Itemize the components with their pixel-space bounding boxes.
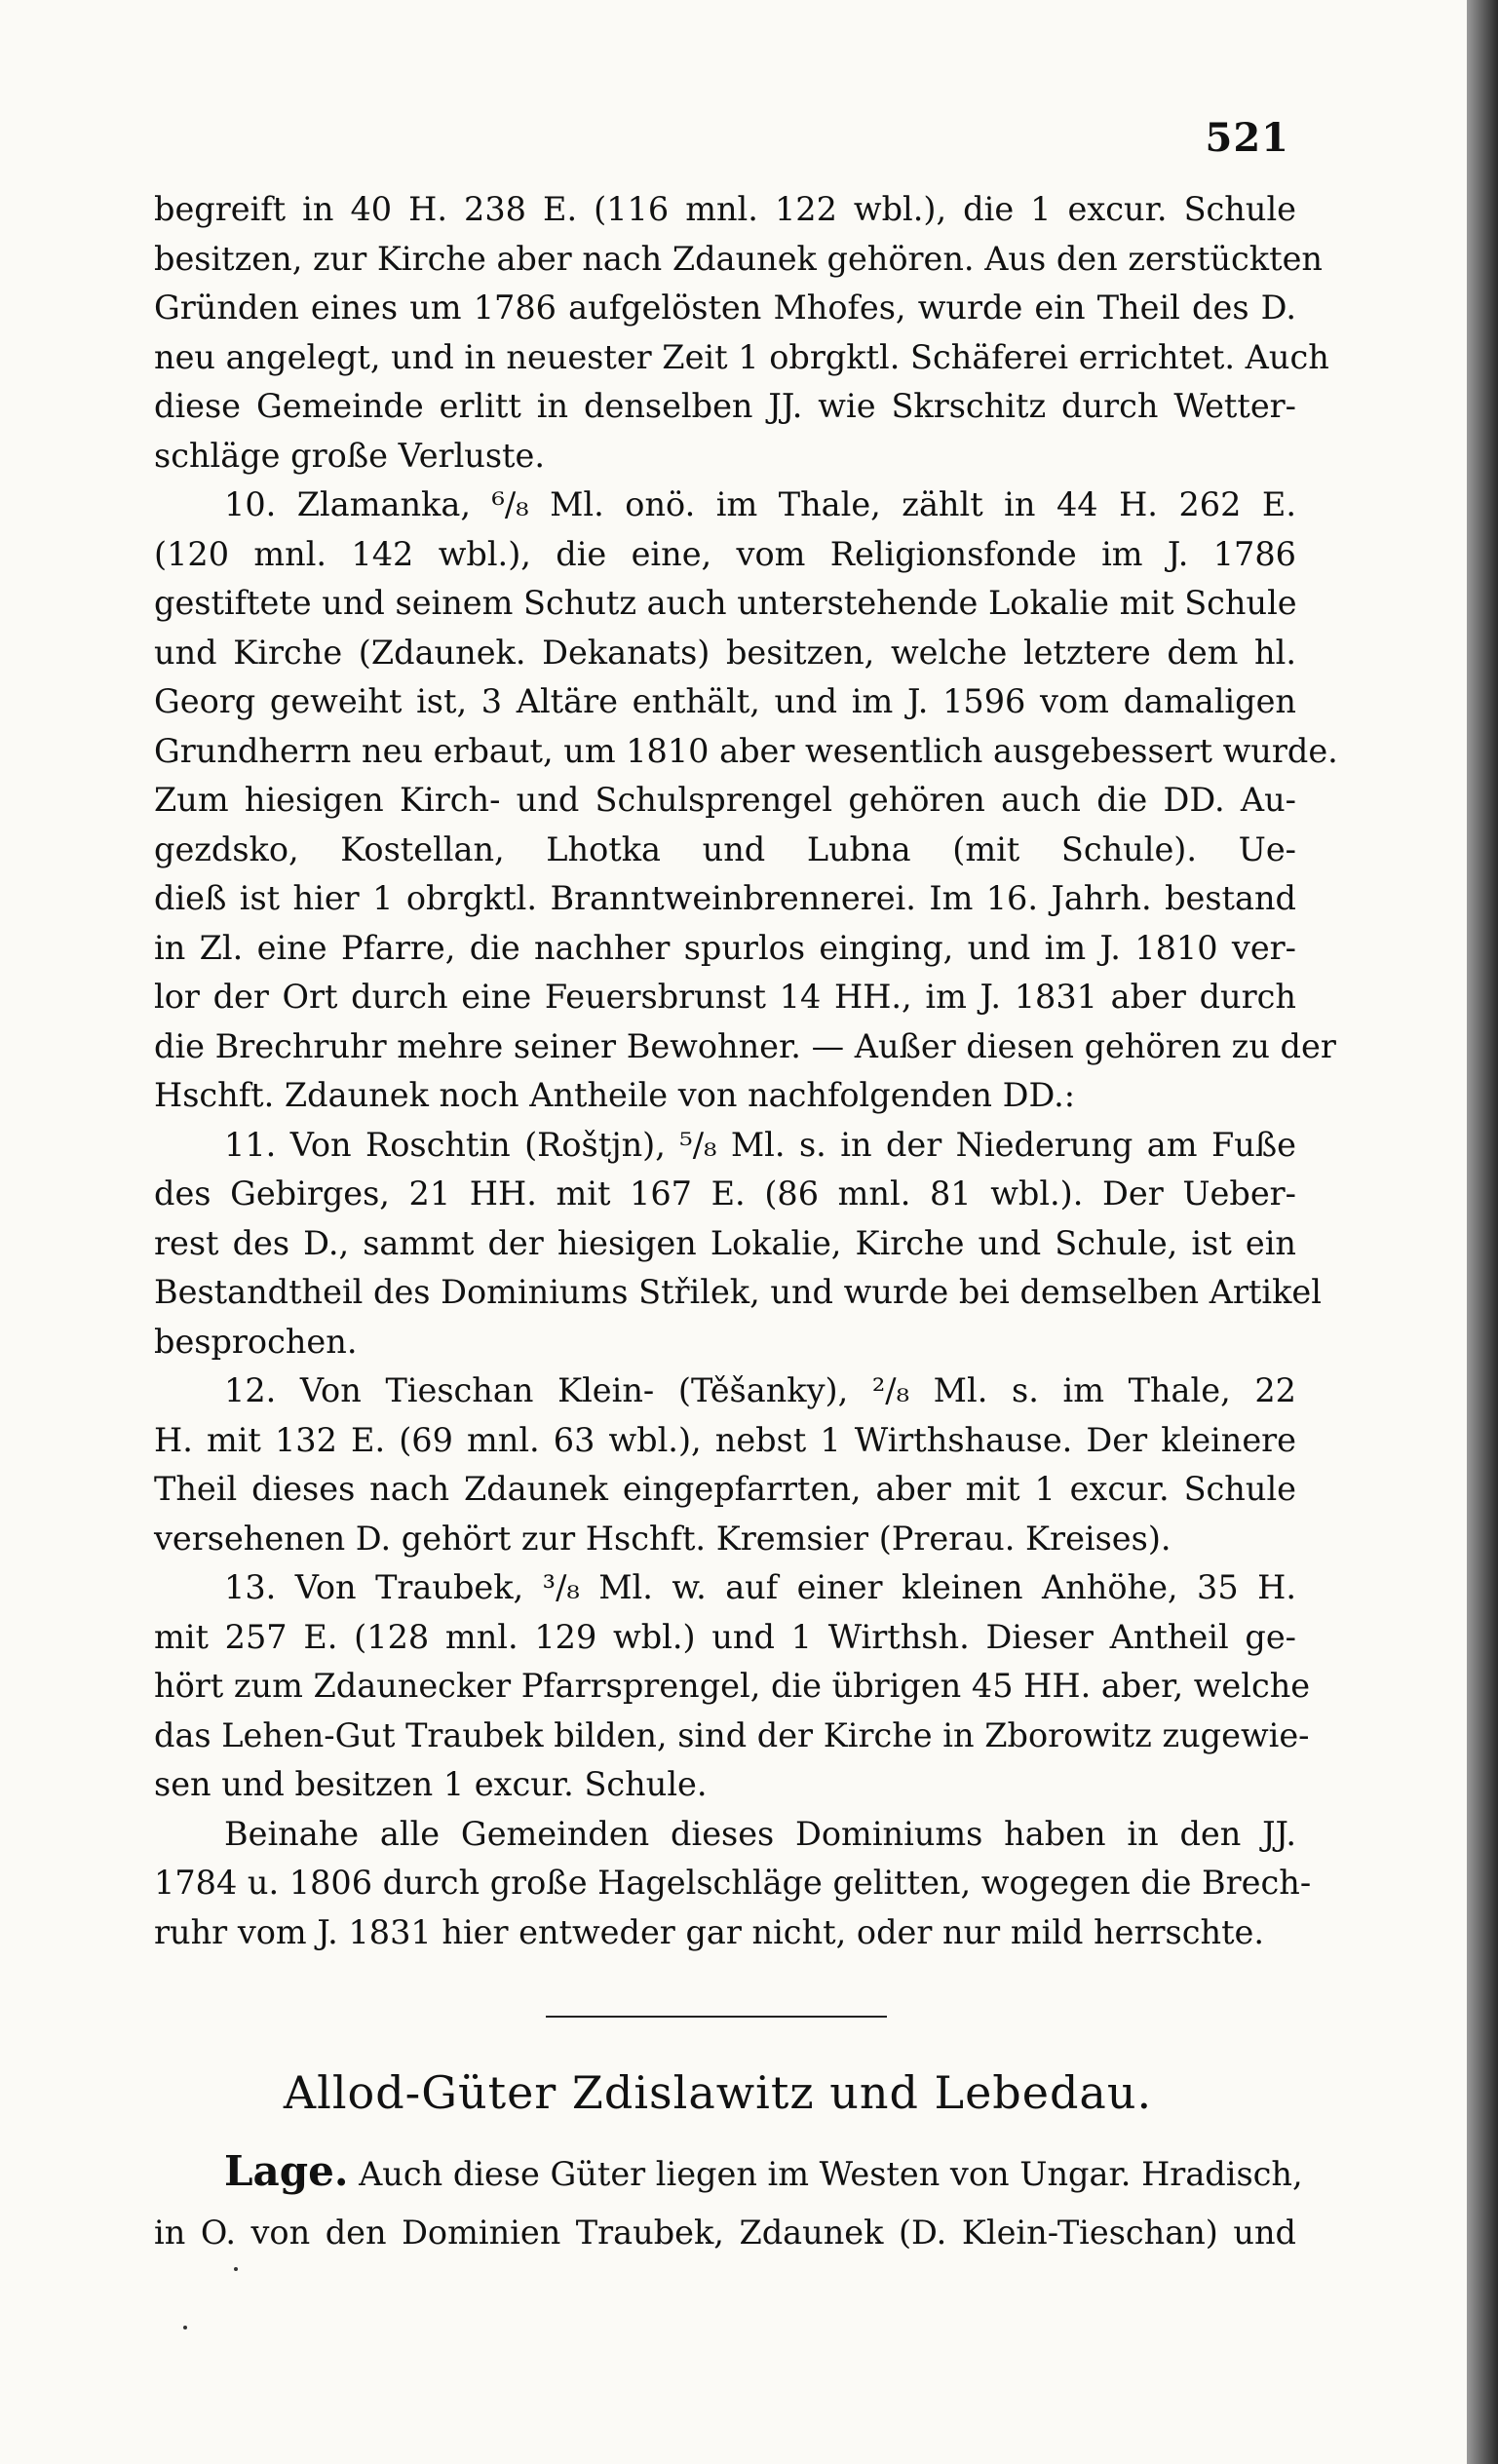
text-line: in Zl. eine Pfarre, die nachher spurlos einging, und im J. 1810 ver- xyxy=(154,928,1296,967)
page-edge-shadow xyxy=(1467,0,1498,2464)
section-title: Allod-Güter Zdislawitz und Lebedau. xyxy=(283,2066,1153,2119)
text-line: und Kirche (Zdaunek. Dekanats) besitzen, welche letztere dem hl. xyxy=(154,633,1296,672)
text-line: Bestandtheil des Dominiums Střilek, und wurde bei demselben Artikel xyxy=(154,1273,1322,1311)
section-divider xyxy=(546,2016,887,2018)
text-line: rest des D., sammt der hiesigen Lokalie, Kirche und Schule, ist ein xyxy=(154,1223,1296,1262)
text-line: besitzen, zur Kirche aber nach Zdaunek gehören. Aus den zerstückten xyxy=(154,239,1323,278)
text-line: Grundherrn neu erbaut, um 1810 aber wesentlich ausgebessert wurde. xyxy=(154,731,1338,770)
paragraph-2 xyxy=(154,481,1338,1121)
text-line: diese Gemeinde erlitt in denselben JJ. wie Skrschitz durch Wetter- xyxy=(154,387,1296,425)
paragraph-1 xyxy=(154,185,1329,481)
text-line: 12. Von Tieschan Klein- (Těšanky), ²/₈ Ml. s. im Thale, 22 xyxy=(224,1371,1296,1409)
lage-heading: Lage. xyxy=(224,2147,349,2195)
text-line: 13. Von Traubek, ³/₈ Ml. w. auf einer kleinen Anhöhe, 35 H. xyxy=(224,1568,1296,1606)
text-line: Georg geweiht ist, 3 Altäre enthält, und im J. 1596 vom damaligen xyxy=(154,682,1296,720)
text-line: (120 mnl. 142 wbl.), die eine, vom Religionsfonde im J. 1786 xyxy=(154,534,1296,573)
ink-speck xyxy=(183,2326,187,2329)
text-line: versehenen D. gehört zur Hschft. Kremsier (Prerau. Kreises). xyxy=(154,1519,1172,1558)
text-line: des Gebirges, 21 HH. mit 167 E. (86 mnl. 81 wbl.). Der Ueber- xyxy=(154,1174,1296,1213)
text-line: begreift in 40 H. 238 E. (116 mnl. 122 wbl.), die 1 excur. Schule xyxy=(154,190,1296,228)
text-line: dieß ist hier 1 obrgktl. Branntweinbrennerei. Im 16. Jahrh. bestand xyxy=(154,879,1296,917)
text-line: besprochen. xyxy=(154,1322,358,1361)
page-number: 521 xyxy=(1205,115,1289,161)
text-line: gestiftete und seinem Schutz auch unterstehende Lokalie mit Schule xyxy=(154,584,1297,622)
text-line: die Brechruhr mehre seiner Bewohner. — Außer diesen gehören zu der xyxy=(154,1026,1336,1065)
text-line: Theil dieses nach Zdaunek eingepfarrten, aber mit 1 excur. Schule xyxy=(154,1470,1296,1508)
text-line: Hschft. Zdaunek noch Antheile von nachfolgenden DD.: xyxy=(154,1076,1076,1114)
text-line: neu angelegt, und in neuester Zeit 1 obrgktl. Schäferei errichtet. Auch xyxy=(154,337,1329,376)
paragraph-4 xyxy=(154,1367,1296,1563)
text-line: Beinahe alle Gemeinden dieses Dominiums haben in den JJ. xyxy=(224,1814,1296,1853)
text-line: das Lehen-Gut Traubek bilden, sind der Kirche in Zborowitz zugewie- xyxy=(154,1715,1310,1754)
text-line: hört zum Zdaunecker Pfarrsprengel, die übrigen 45 HH. aber, welche xyxy=(154,1667,1311,1705)
body-text xyxy=(154,185,1338,1957)
text-line: sen und besitzen 1 excur. Schule. xyxy=(154,1765,708,1803)
paragraph-5 xyxy=(154,1563,1311,1810)
text-line: 1784 u. 1806 durch große Hagelschläge gelitten, wogegen die Brech- xyxy=(154,1864,1312,1902)
text-line: ruhr vom J. 1831 hier entweder gar nicht, oder nur mild herrschte. xyxy=(154,1912,1264,1951)
text-line: gezdsko, Kostellan, Lhotka und Lubna (mit Schule). Ue- xyxy=(154,829,1296,868)
text-line: Zum hiesigen Kirch- und Schulsprengel gehören auch die DD. Au- xyxy=(154,781,1296,819)
text-fragment: Auch diese Güter liegen im Westen von Ungar. Hradisch, xyxy=(348,2155,1303,2193)
text-line: 11. Von Roschtin (Roštjn), ⁵/₈ Ml. s. in der Niederung am Fuße xyxy=(224,1125,1296,1164)
paragraph-6 xyxy=(154,1810,1312,1958)
text-line: schläge große Verluste. xyxy=(154,436,545,475)
text-line xyxy=(154,2142,1303,2204)
section-text xyxy=(154,2142,1303,2262)
paragraph-3 xyxy=(154,1121,1322,1367)
text-line: 10. Zlamanka, ⁶/₈ Ml. onö. im Thale, zählt in 44 H. 262 E. xyxy=(224,485,1296,523)
text-line: lor der Ort durch eine Feuersbrunst 14 HH., im J. 1831 aber durch xyxy=(154,978,1296,1016)
ink-speck xyxy=(234,2267,238,2271)
text-line: Gründen eines um 1786 aufgelösten Mhofes, wurde ein Theil des D. xyxy=(154,289,1296,327)
text-line: H. mit 132 E. (69 mnl. 63 wbl.), nebst 1 Wirthshause. Der kleinere xyxy=(154,1420,1296,1459)
text-line: in O. von den Dominien Traubek, Zdaunek (D. Klein-Tieschan) und xyxy=(154,2214,1296,2252)
text-line: mit 257 E. (128 mnl. 129 wbl.) und 1 Wirthsh. Dieser Antheil ge- xyxy=(154,1617,1296,1656)
